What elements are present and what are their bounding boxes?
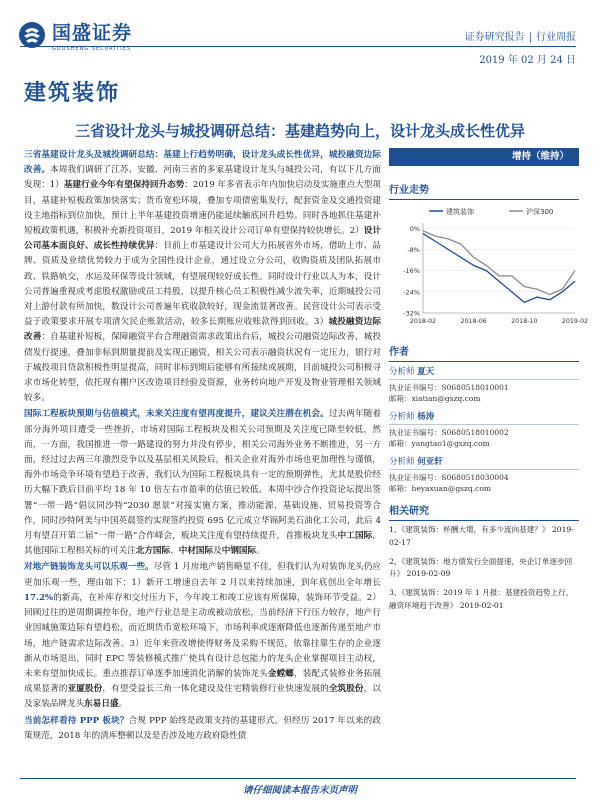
- author-block: [389, 410, 579, 449]
- body-paragraph-3: [24, 560, 381, 712]
- body-paragraph-4: [24, 714, 381, 744]
- guosheng-logo-icon: [18, 21, 46, 49]
- x-tick-label: 2018-02: [409, 318, 437, 325]
- report-date: 2019 年 02 月 24 日: [479, 55, 576, 66]
- paragraph-text: ，装配式装修业务拓展成果显著的: [24, 668, 381, 695]
- stock-name: 中钢国际: [221, 546, 257, 557]
- report-type: [465, 28, 576, 43]
- rating-badge: 增持（维持）: [389, 148, 579, 166]
- body-paragraph-2: [24, 407, 381, 559]
- y-tick-label: -16%: [403, 267, 420, 276]
- paragraph-text: 本周我们调研了江苏、安徽、河南三省的多家基建设计龙头与城投公司，有以下几方面发现：1）: [24, 165, 381, 191]
- stock-name: 东易日盛: [84, 699, 119, 710]
- author-email[interactable]: 邮箱：yangtao1@gszq.com: [389, 439, 490, 448]
- related-item[interactable]: [389, 587, 579, 613]
- x-tick-label: 2018-10: [511, 318, 538, 325]
- paragraph-text: 过去两年随着部分海外项目遭受一些挫折，市场对国际工程板块及相关公司预期及关注度已降至较低，然而，一方面，我国推进一带一路建设的努力并没有停步，相关公司海外业务不断推进，另一方面，经过过去两三年激烈竞争以及基层相关风险后，相关企业对海外市场也更加理性与谨慎，海外市场竞争环境有望趋于改善，我们认为国际工程板块具有一定的预期弹性，尤其是股价经历大幅下跌后目前平均 18 年 10 倍左右市盈率的估值已较低。本周中沙合作投资论坛提出签署“一带一路”倡议同沙特“2030 愿景”对接实施方案，推动能源、基础设施、贸易投资等合作，同时沙特阿美与中国英晨签约实现签约投资 695 亿元成立华锦阿美石油化工公司，此后 4 月有望召开第二届“一带一路”合作峰会，板块关注度有望持续提升，首推板块龙头: [24, 409, 381, 542]
- related-item-date: 2019-02-17: [389, 525, 574, 547]
- page-header: [0, 0, 600, 74]
- related-item[interactable]: [389, 556, 579, 582]
- legend-label: 建筑装饰: [446, 208, 474, 216]
- author-name-text: 何亚轩: [417, 457, 443, 467]
- paragraph-text: ：2019 年多省表示年内加快启动及实施重点大型项目，基建补短板政策加快落实；货币宽松环境，叠加专项债密集发行，配套资金及交通投资建设主地指标到位加快，预计上半年基建投资增速仍能延续触底回升趋势。同时各地抓住基建补短板政策机遇，积极补充新投资项目，2019 年相关设计公司订单有望保持较快增长。2）: [24, 180, 381, 237]
- legend-label: 沪深300: [526, 208, 554, 216]
- stock-name: 北方国际: [135, 546, 171, 557]
- stock-name: 全筑股份: [328, 684, 364, 695]
- footer-disclaimer: 请仔细阅读本报告末页声明: [242, 785, 357, 796]
- paragraph-lead: 对地产链装饰龙头可以乐观一些。: [24, 562, 154, 573]
- x-tick-label: 2019-02: [561, 318, 589, 325]
- related-research: [389, 502, 579, 613]
- related-item-title: 3、《建筑装饰：2019 年 1 月报：基建投资趋势上行，融资环境趋于改善》: [389, 588, 574, 610]
- paragraph-lead: 三省基建设计龙头及城投调研总结：基建上行趋势明确，设计龙头成长性优异，城投融资边际改善。: [24, 150, 381, 176]
- paragraph-emphasis: 城投融资边际改善: [24, 317, 381, 343]
- trend-chart-svg: [389, 203, 589, 333]
- paragraph-emphasis: 基建行业今年有望保持回升态势: [63, 180, 185, 191]
- sidebar: [389, 148, 589, 619]
- authors-section: [389, 343, 579, 494]
- report-body: [24, 148, 381, 745]
- y-tick-label: -8%: [407, 245, 420, 254]
- y-tick-label: -24%: [403, 288, 420, 297]
- stock-name: 中工国际: [337, 531, 373, 542]
- author-list: [389, 365, 579, 494]
- author-email[interactable]: 邮箱：heyaxuan@gszq.com: [389, 484, 491, 493]
- related-item-title: 1、《建筑装饰：杯酬大增，有多少流向基建？》: [389, 525, 552, 534]
- author-role: 分析师: [389, 412, 418, 422]
- paragraph-text: ，以及家装品牌龙头: [24, 684, 381, 710]
- related-item[interactable]: [389, 524, 579, 550]
- author-name: [389, 410, 579, 425]
- paragraph-lead: 国际工程板块预期与估值模式，未来关注度有望再度提升，建议关注潜在机会。: [24, 409, 329, 420]
- header-divider: [20, 46, 576, 47]
- author-block: [389, 365, 579, 404]
- related-item-title: 2、《建筑装饰：地方债发行全面提速，央企订单逐步回升》: [389, 556, 573, 579]
- paragraph-text: ：目前上市基建设计公司大力拓展省外市场，借助上市、品牌、资质及业绩优势较力于成为全国性设计企业，通过设立分公司，收购资质及团队拓展市政、铁路轨交，水运及环保等设计领域，有望展现较好成长性。同时设计行业以人为本，设计公司普遍重视或考虑股权激励或员工持股，以提升核心员工积极性减少流失率，近期城投公司对上游付款有所加快，数设计公司普遍年底收款较好，现金流显著改善。民营设计公司表示受益于政策要求开展专项清欠民企账款活动，较多长期账应收账款得到回收。3）: [24, 241, 381, 328]
- author-name: [389, 455, 579, 470]
- y-tick-label: 0%: [409, 224, 420, 233]
- author-name-text: 夏天: [417, 367, 435, 377]
- report-type-separator: |: [528, 32, 532, 43]
- authors-title: 作者: [389, 343, 579, 362]
- related-item-date: 2019-02-01: [459, 600, 504, 610]
- trend-title: 行业走势: [389, 181, 579, 200]
- paragraph-text: 。: [118, 699, 128, 710]
- author-license: 执业证书编号：S0680518030004: [389, 473, 509, 482]
- x-tick-label: 2018-06: [460, 318, 487, 325]
- author-license: 执业证书编号：S0680518010001: [389, 383, 509, 392]
- stock-name: 亚厦股份: [67, 684, 103, 695]
- paragraph-text: 尽管 1 月房地产销售略显不佳，但我们认为对装饰龙头仍应更加乐观一些，理由如下：1）新开工增速自去年 2 月以来持续加速，到年底创出全年增长: [24, 562, 381, 588]
- series-line-csi300: [423, 231, 575, 295]
- author-role: 分析师: [389, 367, 418, 377]
- footer-divider: [20, 778, 576, 779]
- author-role: 分析师: [389, 457, 418, 467]
- paragraph-text: 、: [170, 546, 179, 557]
- author-email[interactable]: 邮箱：xiatian@gszq.com: [389, 394, 481, 403]
- author-license: 执业证书编号：S0680518010002: [389, 428, 509, 437]
- paragraph-emphasis: 17.2%: [24, 592, 54, 603]
- paragraph-text: ：自基建补短板，保障融资平台合理融资需求政策出台后，城投公司融资边际改善，城投债发行提速，叠加非标到期量提前及实现正融资，相关公司表示融资状况有一定压力，银行对于城投项目贷款积极性明显提高，同时非标到期后能够有所接续或展期，目前城投公司积极寻求市场化转型，依托现有棚户区改造项目经验及资源，业务转向地产开发及物业管理相关领域较多。: [24, 332, 381, 404]
- report-category: 证券研究报告: [464, 32, 525, 43]
- paragraph-text: ，有望受益长三角一体化建设及住宅精装修行业快速发展的: [102, 684, 329, 695]
- paragraph-text: ，其他国际工程相关标的可关注: [24, 531, 381, 557]
- related-list: [389, 524, 579, 613]
- body-paragraph-1: [24, 148, 381, 406]
- paragraph-text: 合规 PPP 始终是政策支持的基建形式，但经历 2017 年以来的政策规范，2018 年的清库整顿以及是否涉及地方政府隐性债: [24, 715, 381, 741]
- logo-english-name: GUOSHENG SECURITIES: [52, 46, 132, 52]
- paragraph-text: 。: [256, 546, 265, 557]
- paragraph-text: 及: [213, 546, 222, 557]
- paragraph-text: 的新高，在补库存和交付压力下，今年竣工和竣工应该有所保障，装饰环节受益。2）回顾过往的逆周期调控年份，地产行业总是主动或被动放松，当前经济下行压力较存，地产行业因城施策边际有望趋松，而近期货币宽松环境下，市场利率或逐渐降低也逐渐传递至地产市场，地产链需求边际改善。3）近年来营改增使得财务及采购不规范，依靠挂靠生存的企业逐渐从市场退出，同时 EPC 等装修模式推广使具有设计总包能力的龙头企业掌握项目主动权，未来有望加快成长。重点推荐订单逐季加速消化消解的装饰龙头: [24, 592, 381, 679]
- paragraph-lead: 当前怎样看待 PPP 板块？: [24, 715, 129, 726]
- industry-title: 建筑装饰: [24, 80, 121, 106]
- industry-trend-chart: [389, 203, 589, 333]
- author-name-text: 杨涛: [417, 412, 435, 422]
- series-line-construction: [423, 234, 575, 303]
- stock-name: 金螳螂: [267, 668, 294, 679]
- author-name: [389, 365, 579, 380]
- stock-name: 中材国际: [178, 546, 214, 557]
- report-title: 三省设计龙头与城投调研总结：基建趋势向上，设计龙头成长性优异: [74, 122, 525, 140]
- y-tick-label: -32%: [403, 309, 420, 318]
- related-title: 相关研究: [389, 502, 579, 521]
- paragraph-emphasis: 设计公司基本面良好、成长性持续优异: [24, 226, 381, 252]
- author-block: [389, 455, 579, 494]
- report-kind: 行业周报: [536, 32, 576, 43]
- related-item-date: 2019-02-09: [406, 569, 451, 579]
- logo-name: 国盛证券: [52, 22, 133, 44]
